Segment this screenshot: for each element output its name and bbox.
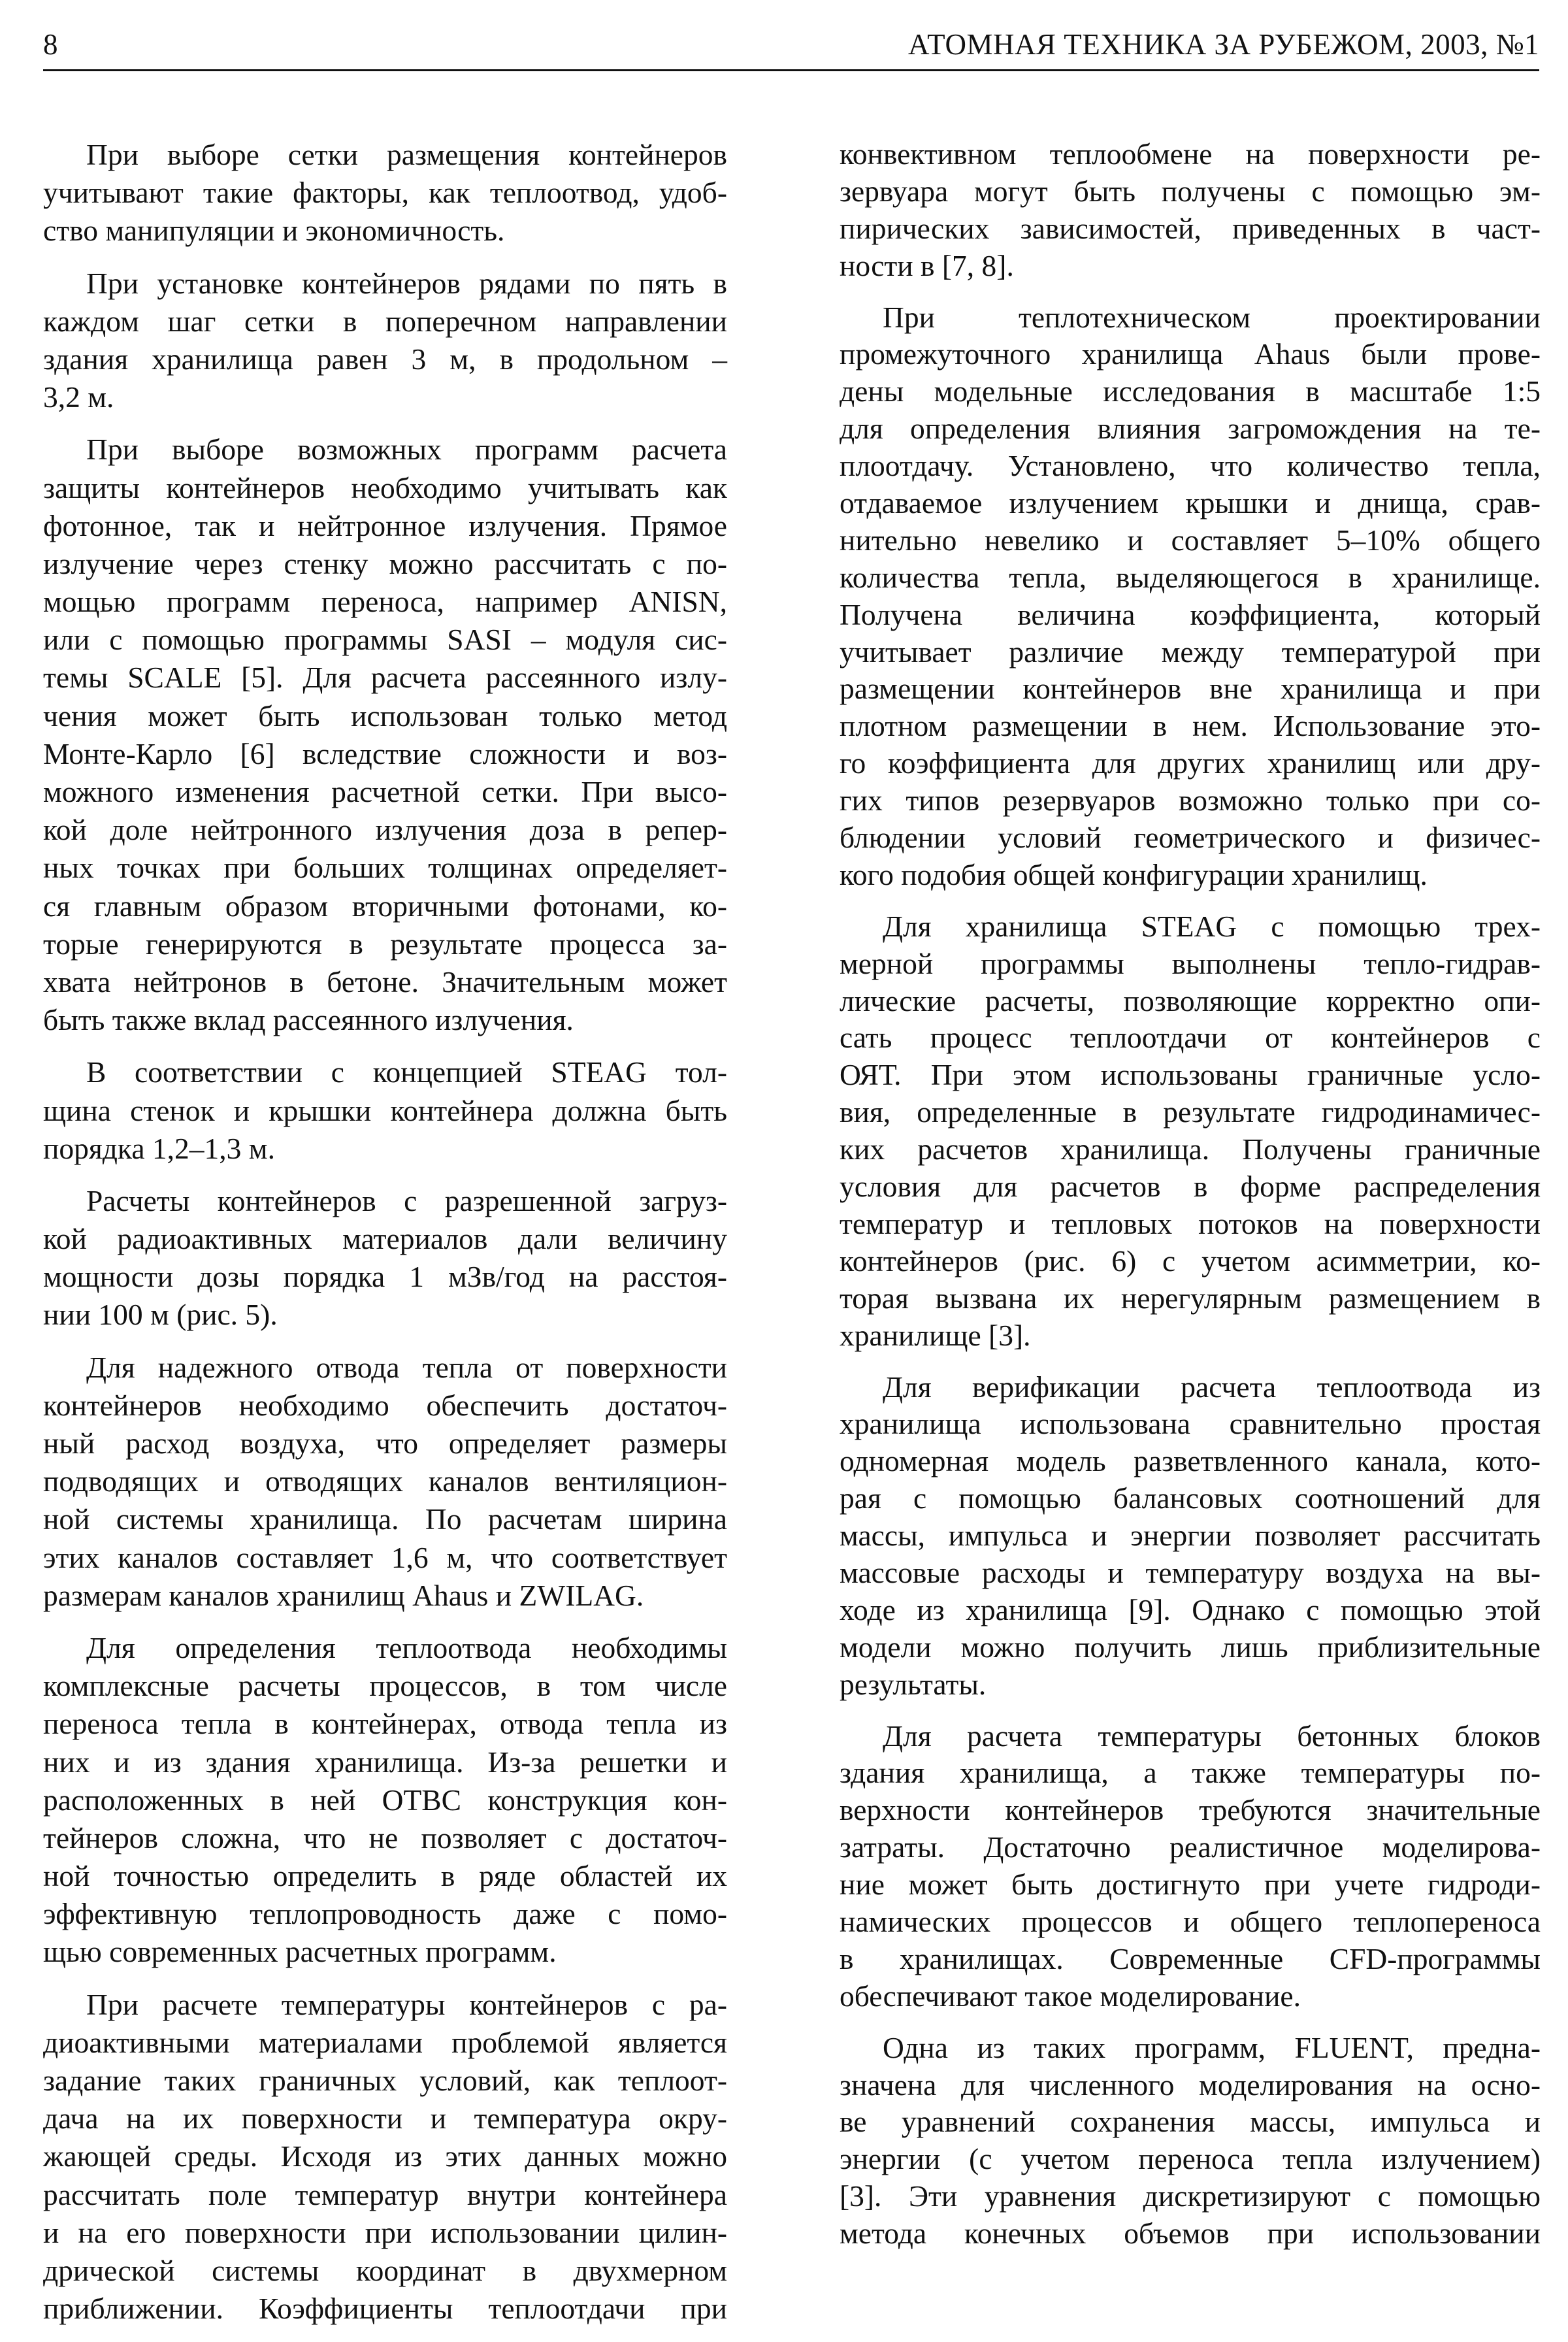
- text-line: щина стенок и крышки контейнера должна быть: [43, 1093, 727, 1127]
- text-line: ве уравнений сохранения массы, импульса и: [840, 2105, 1541, 2139]
- text-line: значена для численного моделирования на осно-: [840, 2068, 1541, 2102]
- text-line: намических процессов и общего теплопереноса: [840, 1904, 1541, 1938]
- paragraph: [840, 908, 1541, 1355]
- text-line: мощности дозы порядка 1 мЗв/год на расстоя-: [43, 1260, 727, 1294]
- text-line: При теплотехническом проектировании: [883, 300, 1541, 334]
- text-line: в хранилищах. Современные CFD-программы: [840, 1941, 1541, 1975]
- text-line: При расчете температуры контейнеров с ра-: [86, 1987, 727, 2021]
- text-line: торые генерируются в результате процесса за-: [43, 927, 727, 961]
- text-line: хранилища использована сравнительно простая: [840, 1407, 1541, 1441]
- paragraph: [840, 1718, 1541, 2015]
- text-line: лические расчеты, позволяющие корректно опи-: [840, 983, 1541, 1017]
- text-line: Монте-Карло [6] вследствие сложности и воз-: [43, 736, 727, 770]
- text-line: рассчитать поле температур внутри контейнера: [43, 2177, 727, 2211]
- text-line: промежуточного хранилища Ahaus были прове-: [840, 337, 1541, 371]
- paragraph: [43, 1629, 727, 1971]
- text-line: ходе из хранилища [9]. Однако с помощью этой: [840, 1592, 1541, 1626]
- text-line: Одна из таких программ, FLUENT, предна-: [883, 2030, 1541, 2064]
- text-line: кой радиоактивных материалов дали величину: [43, 1222, 727, 1256]
- paragraph: [43, 431, 727, 1039]
- text-line: результаты.: [840, 1667, 987, 1701]
- text-line: Для верификации расчета теплоотвода из: [883, 1370, 1541, 1404]
- text-line: темы SCALE [5]. Для расчета рассеянного излу-: [43, 661, 727, 695]
- text-line: нии 100 м (рис. 5).: [43, 1298, 278, 1332]
- right-column: [840, 136, 1541, 2267]
- text-line: контейнеров (рис. 6) с учетом асимметрии, ко-: [840, 1244, 1541, 1278]
- text-line: щью современных расчетных программ.: [43, 1935, 557, 1969]
- text-line: условия для расчетов в форме распределения: [840, 1170, 1541, 1204]
- text-line: ных точках при больших толщинах определяет-: [43, 851, 727, 885]
- text-line: обеспечивают такое моделирование.: [840, 1979, 1301, 2013]
- text-line: ОЯТ. При этом использованы граничные усло-: [840, 1058, 1541, 1092]
- text-line: гих типов резервуаров возможно только при со-: [840, 783, 1541, 817]
- left-column: [43, 136, 727, 2342]
- text-line: них и из здания хранилища. Из-за решетки и: [43, 1745, 727, 1779]
- text-line: метода конечных объемов при использовании: [840, 2217, 1541, 2251]
- text-line: модели можно получить лишь приблизительные: [840, 1630, 1541, 1664]
- text-line: мерной программы выполнены тепло-гидрав-: [840, 946, 1541, 980]
- text-line: контейнеров необходимо обеспечить достаточ-: [43, 1388, 727, 1422]
- text-line: размерам каналов хранилищ Ahaus и ZWILAG.: [43, 1578, 644, 1612]
- text-line: или с помощью программы SASI – модуля сис-: [43, 623, 727, 657]
- paragraph: [840, 1369, 1541, 1704]
- text-line: переноса тепла в контейнерах, отвода тепла из: [43, 1707, 727, 1741]
- text-line: ной системы хранилища. По расчетам ширина: [43, 1502, 727, 1536]
- text-line: Получена величина коэффициента, который: [840, 597, 1541, 631]
- text-line: дены модельные исследования в масштабе 1:5: [840, 374, 1541, 408]
- text-line: быть также вклад рассеянного излучения.: [43, 1003, 574, 1037]
- paragraph: [43, 1182, 727, 1334]
- text-line: учитывают такие факторы, как теплоотвод, удоб-: [43, 176, 727, 210]
- text-line: защиты контейнеров необходимо учитывать как: [43, 470, 727, 504]
- text-line: блюдении условий геометрического и физичес-: [840, 821, 1541, 855]
- page-number: 8: [43, 28, 58, 61]
- text-line: кой доле нейтронного излучения доза в репер-: [43, 813, 727, 847]
- text-line: здания хранилища равен 3 м, в продольном –: [43, 342, 727, 376]
- text-line: ние может быть достигнуто при учете гидроди-: [840, 1868, 1541, 1902]
- text-line: жающей среды. Исходя из этих данных можно: [43, 2139, 727, 2173]
- text-line: можного изменения расчетной сетки. При высо-: [43, 775, 727, 808]
- text-line: количества тепла, выделяющегося в хранилище.: [840, 560, 1541, 594]
- text-line: температур и тепловых потоков на поверхности: [840, 1206, 1541, 1240]
- paragraph: [43, 265, 727, 417]
- paragraph: [43, 1053, 727, 1168]
- text-line: комплексные расчеты процессов, в том числе: [43, 1669, 727, 1703]
- paragraph: [840, 136, 1541, 285]
- text-line: энергии (с учетом переноса тепла излучением): [840, 2142, 1541, 2176]
- text-line: При установке контейнеров рядами по пять в: [86, 266, 727, 300]
- text-line: хвата нейтронов в бетоне. Значительным может: [43, 965, 727, 998]
- text-line: порядка 1,2–1,3 м.: [43, 1131, 275, 1165]
- text-line: ности в [7, 8].: [840, 248, 1014, 282]
- text-line: конвективном теплообмене на поверхности ре-: [840, 137, 1541, 171]
- text-line: подводящих и отводящих каналов вентиляцион-: [43, 1464, 727, 1498]
- text-line: Для надежного отвода тепла от поверхности: [86, 1350, 727, 1384]
- text-line: зервуара могут быть получены с помощью эм-: [840, 174, 1541, 208]
- text-line: При выборе сетки размещения контейнеров: [86, 138, 727, 171]
- text-line: массы, импульса и энергии позволяет рассчитать: [840, 1519, 1541, 1553]
- text-line: для определения влияния загромождения на те-: [840, 412, 1541, 446]
- text-line: массовые расходы и температуру воздуха на вы-: [840, 1555, 1541, 1589]
- text-line: В соответствии с концепцией STEAG тол-: [86, 1055, 727, 1089]
- text-line: расположенных в ней ОТВС конструкция кон-: [43, 1783, 727, 1817]
- text-line: верхности контейнеров требуются значительные: [840, 1793, 1541, 1827]
- text-line: рая с помощью балансовых соотношений для: [840, 1481, 1541, 1515]
- paragraph: [43, 1349, 727, 1615]
- text-line: При выборе возможных программ расчета: [86, 433, 727, 467]
- text-line: Для определения теплоотвода необходимы: [86, 1630, 727, 1664]
- text-line: го коэффициента для других хранилищ или дру-: [840, 746, 1541, 780]
- text-line: торая вызвана их нерегулярным размещением в: [840, 1281, 1541, 1315]
- text-line: учитывает различие между температурой при: [840, 635, 1541, 668]
- text-line: отдаваемое излучением крышки и днища, срав-: [840, 486, 1541, 520]
- text-line: и на его поверхности при использовании цилин-: [43, 2215, 727, 2249]
- text-line: хранилище [3].: [840, 1318, 1031, 1352]
- text-line: излучение через стенку можно рассчитать с по-: [43, 546, 727, 580]
- text-line: фотонное, так и нейтронное излучения. Прямое: [43, 508, 727, 542]
- text-line: кого подобия общей конфигурации хранилищ.: [840, 857, 1428, 891]
- text-line: Расчеты контейнеров с разрешенной загруз-: [86, 1183, 727, 1217]
- paragraph: [43, 136, 727, 250]
- text-line: [3]. Эти уравнения дискретизируют с помощью: [840, 2179, 1541, 2213]
- text-line: нительно невелико и составляет 5–10% общего: [840, 523, 1541, 557]
- text-line: ся главным образом вторичными фотонами, ко-: [43, 889, 727, 923]
- text-line: Для расчета температуры бетонных блоков: [883, 1719, 1541, 1753]
- text-line: затраты. Достаточно реалистичное моделирова-: [840, 1830, 1541, 1864]
- text-line: плоотдачу. Установлено, что количество тепла,: [840, 449, 1541, 483]
- text-line: 3,2 м.: [43, 380, 114, 414]
- text-line: чения может быть использован только метод: [43, 699, 727, 733]
- text-line: сать процесс теплоотдачи от контейнеров с: [840, 1021, 1541, 1055]
- text-line: здания хранилища, а также температуры по-: [840, 1756, 1541, 1790]
- text-line: задание таких граничных условий, как теплоот-: [43, 2064, 727, 2097]
- text-line: плотном размещении в нем. Использование это-: [840, 709, 1541, 743]
- text-line: одномерная модель разветвленного канала, кото-: [840, 1444, 1541, 1478]
- text-line: диоактивными материалами проблемой является: [43, 2025, 727, 2059]
- text-line: размещении контейнеров вне хранилища и при: [840, 672, 1541, 706]
- text-line: пирических зависимостей, приведенных в част-: [840, 211, 1541, 245]
- text-line: ких расчетов хранилища. Получены граничные: [840, 1132, 1541, 1166]
- journal-title: АТОМНАЯ ТЕХНИКА ЗА РУБЕЖОМ, 2003, №1: [908, 28, 1539, 61]
- text-line: мощью программ переноса, например ANISN,: [43, 585, 727, 619]
- text-line: приближении. Коэффициенты теплоотдачи при: [43, 2292, 727, 2326]
- paragraph: [840, 2030, 1541, 2252]
- paragraph: [43, 1986, 727, 2328]
- text-line: вия, определенные в результате гидродинамичес-: [840, 1095, 1541, 1129]
- text-line: ство манипуляции и экономичность.: [43, 214, 505, 248]
- text-line: этих каналов составляет 1,6 м, что соответствует: [43, 1540, 727, 1574]
- text-line: дрической системы координат в двухмерном: [43, 2253, 727, 2287]
- text-line: тейнеров сложна, что не позволяет с достаточ-: [43, 1821, 727, 1855]
- text-line: ной точностью определить в ряде областей их: [43, 1859, 727, 1893]
- text-line: эффективную теплопроводность даже с помо-: [43, 1897, 727, 1931]
- text-line: дача на их поверхности и температура окру-: [43, 2102, 727, 2136]
- running-header: [43, 20, 1539, 71]
- text-line: Для хранилища STEAG с помощью трех-: [883, 909, 1541, 943]
- text-line: каждом шаг сетки в поперечном направлении: [43, 304, 727, 338]
- paragraph: [840, 299, 1541, 894]
- text-line: ный расход воздуха, что определяет размеры: [43, 1427, 727, 1460]
